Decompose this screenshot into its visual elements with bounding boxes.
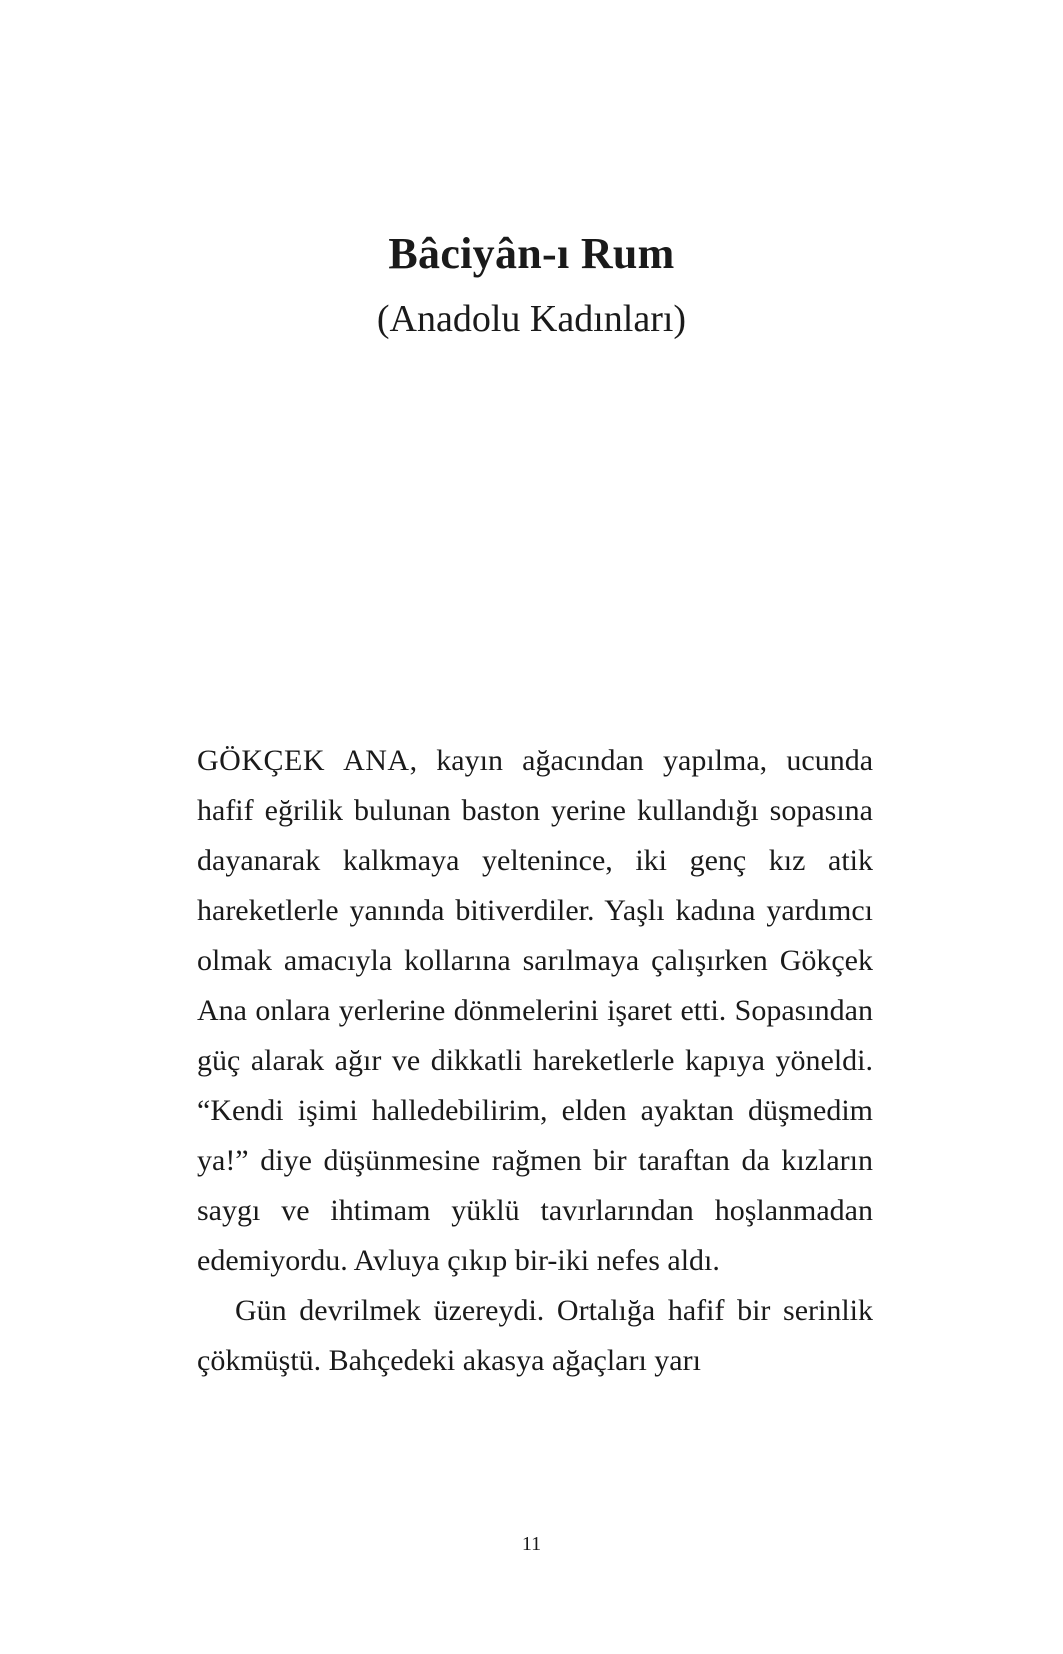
body-text — [197, 736, 873, 1386]
page-number: 11 — [521, 1533, 542, 1555]
paragraph-1-text: , kayın ağacından yapılma, ucunda hafif eğrilik bulunan baston yerine kullandığı sopasına dayanarak kalkmaya yeltenince, iki genç kız atik hareketlerle yanında bitiverdiler. Yaşlı kadına yardımcı olmak amacıyla kollarına sarılmaya çalışırken Gökçek Ana onlara yerlerine dönmelerini işaret etti. Sopasından güç alarak ağır ve dikkatli hareketlerle kapıya yöneldi. “Kendi işimi halledebilirim, elden ayaktan düşmedim ya!” diye düşünmesine rağmen bir taraftan da kızların saygı ve ihtimam yüklü tavırlarından hoşlanmadan edemiyordu. Avluya çıkıp bir-iki nefes aldı. — [197, 744, 874, 1277]
paragraph-1 — [197, 736, 873, 1286]
chapter-subtitle: (Anadolu Kadınları) — [376, 298, 687, 340]
paragraph-lead-smallcaps: GÖKÇEK ANA — [197, 744, 410, 777]
chapter-title: Bâciyân-ı Rum — [388, 229, 675, 278]
paragraph-2: Gün devrilmek üzereydi. Ortalığa hafif bir serinlik çökmüştü. Bahçedeki akasya ağaçları yarı — [197, 1294, 873, 1377]
